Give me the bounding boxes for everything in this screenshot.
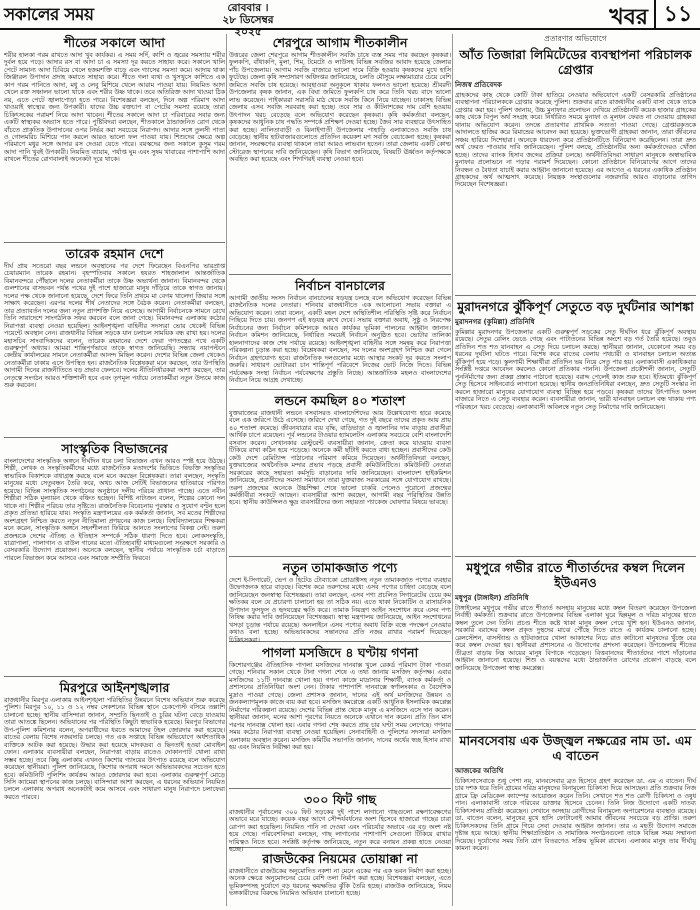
- story-mirpur: [4, 680, 225, 902]
- story-body: চিকিৎসাসেবাকে শুধু পেশা নয়, মানবসেবার ব্রত হিসেবে গ্রহণ করেছেন ডা. এম এ বাতেন। দীর্ঘ চার দশক ধরে তিনি গ্রামের দরিদ্র মানুষদের বিনামূল্যে চিকিৎসা দিয়ে আসছেন। প্রতি শুক্রবার নিজ গ্রামে ফ্রি মেডিকেল ক্যাম্পের আয়োজন করেন তিনি। সেখানে শত শত রোগী চিকিৎসা ও ওষুধ পান। এলাকাবাসী তাকে গরিবের ডাক্তার হিসেবে চেনেন। তিনি নিজ উদ্যোগে একটি দাতব্য চিকিৎসালয় প্রতিষ্ঠা করেছেন। সেখানে অসহায় রোগীদের বিনামূল্যে অপারেশনের ব্যবস্থাও রয়েছে। ডা. বাতেন বলেন, মানুষের মুখে হাসি ফোটানোই আমার জীবনের সবচেয়ে বড় প্রাপ্তি। তরুণ চিকিৎসকদের তিনি গ্রামে গিয়ে সেবা দেওয়ার আহ্বান জানান। তার এ মহতী উদ্যোগ সমাজে দৃষ্টান্ত হয়ে আছে। স্থানীয় শিক্ষাপ্রতিষ্ঠান ও সামাজিক সংগঠনগুলো তাকে বিভিন্ন সময় সম্মাননা দিয়েছে। দুর্যোগের সময় তিনি ত্রাণ বিতরণেও সক্রিয় ভূমিকা রাখেন। এলাকার মানুষ তার দীর্ঘায়ু কামনা করেন।: [455, 778, 696, 853]
- story-body: দীর্ঘ প্রায় সতেরো বছর লন্ডনে অবস্থানের পর দেশে ফিরেছেন বিএনপির ভারপ্রাপ্ত চেয়ারম্যান তারেক রহমান। বৃহস্পতিবার সকালে হযরত শাহজালাল আন্তর্জাতিক বিমানবন্দরে পৌঁছালে দলের নেতাকর্মীরা তাকে উষ্ণ অভ্যর্থনা জানান। বিমানবন্দর থেকে গুলশানের বাসভবন পর্যন্ত পথের দুই পাশে হাজারো মানুষ দাঁড়িয়ে তাকে স্বাগত জানায়। দলের পক্ষ থেকে জানানো হয়েছে, দেশে ফিরে তিনি প্রথমে মা বেগম খালেদা জিয়ার সঙ্গে সাক্ষাৎ করেছেন। এরপর দলের শীর্ষ নেতাদের সঙ্গে বৈঠক করেন। নেতাকর্মীরা বলছেন, তার প্রত্যাবর্তন দলের জন্য নতুন প্রাণশক্তি নিয়ে এসেছে। আগামী নির্বাচনকে সামনে রেখে তিনি সারাদেশে সাংগঠনিক সফর করবেন বলে জানা গেছে। বিমানবন্দর এলাকায় কঠোর নিরাপত্তা ব্যবস্থা নেওয়া হয়েছিল। আইনশৃঙ্খলা বাহিনীর সদস্যরা ভোর থেকেই বিভিন্ন পয়েন্টে অবস্থান নেন। রাজধানীর বিভিন্ন সড়কে যান চলাচল সাময়িক বন্ধ রাখা হয়। দলের মহাসচিব সাংবাদিকদের বলেন, তারেক রহমানের দেশে ফেরা গণতন্ত্রের পথে একটি গুরুত্বপূর্ণ অধ্যায়। আমরা শান্তিপূর্ণভাবে তাকে স্বাগত জানিয়েছি। সন্ধ্যায় নয়াপল্টনে কেন্দ্রীয় কার্যালয়ের সামনে নেতাকর্মীরা আনন্দ মিছিল করেন। দেশের বিভিন্ন জেলা থেকেও নেতাকর্মীরা ঢাকায় এসে উপস্থিত হন। রাজনৈতিক বিশ্লেষকরা মনে করছেন, তার উপস্থিতি আগামী দিনের রাজনীতিতে বড় প্রভাব ফেলবে। দলের নীতিনির্ধারকরা আশা করছেন, তার নেতৃত্বে সংগঠন আরও শক্তিশালী হবে এবং তৃণমূল পর্যায়ে নেতাকর্মীরা নতুন উদ্যমে কাজ শুরু করবেন।: [4, 263, 225, 390]
- issue-date-text: ২৮ ডিসেম্বর ২০২৫: [222, 14, 274, 38]
- column-divider: [452, 34, 453, 906]
- story-body: কুমিল্লার মুরাদনগর উপজেলার একটি গুরুত্বপূর্ণ সড়কের সেতু দীর্ঘদিন ধরে ঝুঁকিপূর্ণ অবস্থায় রয়েছে। সেতুর রেলিং ভেঙে গেছে এবং পাটাতনের বিভিন্ন অংশে বড় গর্ত তৈরি হয়েছে। তবুও প্রতিদিন শত শত যানবাহন এ সেতু দিয়ে চলাচল করছে। স্থানীয়রা জানান, যেকোনো সময় বড় ধরনের দুর্ঘটনা ঘটতে পারে। বিশেষ করে রাতের বেলায় পথচারী ও যানবাহন চলাচল অত্যন্ত ঝুঁকিপূর্ণ হয়ে পড়ে। স্কুলগামী শিক্ষার্থীরা প্রতিদিন ভয় নিয়ে সেতু পার হয়। এলাকাবাসী একাধিকবার সংশ্লিষ্ট দপ্তরে আবেদন করলেও কোনো প্রতিকার পাননি। উপজেলা প্রকৌশলী জানান, সেতুটি পুনর্নির্মাণের জন্য প্রকল্প প্রস্তাব পাঠানো হয়েছে। বরাদ্দ পেলেই কাজ শুরু হবে। ইতিমধ্যে ঝুঁকিপূর্ণ সেতু হিসেবে সাইনবোর্ড লাগানো হয়েছে। স্থানীয় জনপ্রতিনিধিরা বলছেন, দ্রুত সেতুটি সংস্কার না করলে হাজারো মানুষের যোগাযোগ ব্যবস্থা বিচ্ছিন্ন হয়ে পড়বে। কৃষকরা তাদের উৎপাদিত ফসল বাজারে নিতে এ সেতু ব্যবহার করেন। ব্যবসায়ীরা জানান, ভারী যানবাহন চলাচল বন্ধ থাকায় পণ্য পরিবহনে খরচ বেড়েছে। এলাকাবাসী অবিলম্বে নতুন সেতু নির্মাণের দাবি জানিয়েছেন।: [455, 329, 696, 411]
- story-tarique: [4, 246, 225, 438]
- issue-date: [212, 2, 284, 38]
- story-mosque: [229, 645, 451, 789]
- story-body: আগামী জাতীয় সংসদ নির্বাচন বানচালের ষড়যন্ত্র চলছে বলে অভিযোগ করেছেন বিভিন্ন রাজনৈতিক দলের নেতারা। শনিবার রাজধানীতে এক আলোচনা সভায় বক্তারা এ অভিযোগ করেন। তারা বলেন, একটি মহল দেশে অস্থিতিশীল পরিস্থিতি সৃষ্টি করে নির্বাচন পিছিয়ে দিতে চায়। জনগণ এই ষড়যন্ত্র রুখে দেবে। সভায় বক্তারা অবাধ, সুষ্ঠু ও নিরপেক্ষ নির্বাচনের জন্য নির্বাচন কমিশনকে আরও কার্যকর ভূমিকা পালনের আহ্বান জানান। নির্বাচন কমিশন জানিয়েছে, নির্ধারিত সময়েই নির্বাচন অনুষ্ঠিত হবে। ভোটার তালিকা হালনাগাদের কাজ শেষ পর্যায়ে রয়েছে। আইনশৃঙ্খলা বাহিনীর সঙ্গে সমন্বয় করে নিরাপত্তা পরিকল্পনা চূড়ান্ত করা হচ্ছে। বিশ্লেষকরা বলছেন, সব দলের অংশগ্রহণ নিশ্চিত করা গেলে নির্বাচন গ্রহণযোগ্য হবে। রাজনৈতিক দলগুলোর মধ্যে আস্থার সংকট দূর করতে সংলাপ জরুরি। সাধারণ ভোটাররা চান শান্তিপূর্ণ পরিবেশে নিজের ভোট নিজে দিতে। বিভিন্ন পর্যবেক্ষক সংস্থা নির্বাচন পর্যবেক্ষণের প্রস্তুতি নিচ্ছে। আন্তর্জাতিক মহলও বাংলাদেশের নির্বাচন নিয়ে আগ্রহ দেখাচ্ছে।: [229, 295, 451, 384]
- story-body: রাজধানীর পূর্বাচলের ৩০০ ফিট সড়কের দুই পাশে লাগানো গাছগুলো রক্ষণাবেক্ষণের অভাবে মরে যাচ্ছে। কয়েক বছর আগে সৌন্দর্যবর্ধনের অংশ হিসেবে হাজারো গাছের চারা রোপণ করা হয়েছিল। নিয়মিত পানি না দেওয়া এবং পরিচর্যার অভাবে এর বড় অংশ নষ্ট হয়ে গেছে। পরিবেশবিদরা বলছেন, গাছ লাগানোর পাশাপাশি সেগুলো টিকিয়ে রাখার দায়িত্বও নিতে হবে। সংশ্লিষ্ট কর্তৃপক্ষ জানিয়েছে, নতুন করে বনায়ন প্রকল্প হাতে নেওয়া হচ্ছে।: [229, 809, 451, 854]
- story-london: [229, 393, 451, 557]
- story-300-feet: [229, 792, 451, 854]
- story-headline: সাংস্কৃতিক বিভাজনের: [61, 441, 168, 456]
- story-rajuk: [229, 851, 451, 903]
- story-headline: মধুপুরে গভীর রাতে শীতার্তদের কম্বল দিলেন ইউএনও: [466, 560, 685, 590]
- story-body: রাজধানীর মিরপুর এলাকায় আইনশৃঙ্খলা পরিস্থিতির উন্নয়নে বিশেষ অভিযান শুরু করেছে পুলিশ। মিরপুর ১০, ১১ ও ১২ নম্বর সেকশনের বিভিন্ন স্থানে চেকপোস্ট বসিয়ে তল্লাশি চালানো হচ্ছে। স্থানীয় বাসিন্দারা জানান, সম্প্রতি ছিনতাই ও চুরির ঘটনা বেড়ে যাওয়ায় তারা আতঙ্কে ছিলেন। অভিযানের পর পরিস্থিতি কিছুটা স্বাভাবিক হয়েছে। মিরপুর বিভাগের উপ-পুলিশ কমিশনার বলেন, অপরাধীদের ধরতে আমাদের টহল জোরদার করা হয়েছে। রাতের বেলায় বিশেষ নজরদারি চলছে। গত এক সপ্তাহে বিভিন্ন অভিযোগে অর্ধশতাধিক ব্যক্তিকে আটক করা হয়েছে। উদ্ধার করা হয়েছে মাদকদ্রব্য ও ছিনতাই হওয়া মোবাইল ফোন। এলাকার ব্যবসায়ীরা বলছেন, নিরাপত্তা বাড়ায় রাতেও দোকানপাট খোলা রাখা সম্ভব হচ্ছে। তবে কিছু এলাকায় এখনও কিশোর গ্যাংয়ের উৎপাত রয়েছে বলে অভিযোগ করেছেন স্থানীয়রা। পুলিশ জানিয়েছে, কিশোর অপরাধ দমনে অভিভাবকদের সচেতন হতে হবে। কমিউনিটি পুলিশিং কার্যক্রম আরও জোরদার করা হবে। এলাকার গুরুত্বপূর্ণ মোড়ে সিসি ক্যামেরা স্থাপনের কাজ চলছে। বাসিন্দারা আশা করছেন, এ ধরনের অভিযান নিয়মিত চললে এলাকায় অপরাধ অনেকটাই কমে আসবে এবং সাধারণ মানুষ নিরাপদে চলাফেরা করতে পারবে।: [4, 697, 225, 801]
- story-tobacco: [229, 560, 451, 642]
- story-byline: মুরাদনগর (কুমিল্লা) প্রতিনিধি: [455, 318, 535, 326]
- story-body: বাংলাদেশের সাংস্কৃতিক অঙ্গনে দীর্ঘদিন ধরে চলা বিভাজন এখন আরও স্পষ্ট হয়ে উঠছে। শিল্পী, লেখক ও সংস্কৃতিকর্মীদের মধ্যে রাজনৈতিক মতাদর্শের ভিত্তিতে বিভক্তি সংস্কৃতির স্বাভাবিক বিকাশকে বাধাগ্রস্ত করছে বলে মনে করছেন বিশ্লেষকরা। তারা বলছেন, সংস্কৃতি মানুষের মধ্যে সেতুবন্ধন তৈরি করে, অথচ আজ সেটিই বিভাজনের হাতিয়ারে পরিণত হয়েছে। বিভিন্ন সাংস্কৃতিক সংগঠনের অনুষ্ঠানে দলীয় পরিচয় প্রাধান্য পাচ্ছে। এতে নবীন শিল্পীরা সঠিক মূল্যায়ন থেকে বঞ্চিত হচ্ছেন। বিশিষ্ট নাট্যজন বলেন, শিল্পের কোনো দল থাকে না। শিল্পীর পরিচয় তার সৃষ্টিতে। রাজনৈতিক বিবেচনায় পুরস্কার ও সুযোগ বণ্টন হলে প্রকৃত প্রতিভা হারিয়ে যায়। সংস্কৃতি মন্ত্রণালয়ের এক কর্মকর্তা জানান, সব মতের শিল্পীদের অংশগ্রহণ নিশ্চিত করতে নতুন নীতিমালা প্রণয়নের কাজ চলছে। বিশ্ববিদ্যালয়ের শিক্ষকরা মনে করেন, সাংস্কৃতিক অঙ্গনে সহনশীলতা ফিরিয়ে আনতে সংলাপের বিকল্প নেই। তরুণ প্রজন্মকে দেশের ঐতিহ্য ও ইতিহাস সম্পর্কে সঠিক ধারণা দিতে হবে। লোকসংস্কৃতি, যাত্রাপালা, পালাগান ও বাউল গানের মতো ঐতিহ্যবাহী মাধ্যমগুলো সংরক্ষণে সরকারি ও বেসরকারি উদ্যোগ প্রয়োজন। অনেকে বলছেন, স্থানীয় পর্যায়ে সাংস্কৃতিক চর্চা বাড়াতে পারলে বিভাজন কমে আসবে এবং সমাজে সম্প্রীতি ফিরবে।: [4, 458, 225, 562]
- story-cultural: [4, 441, 225, 677]
- column-middle: [229, 34, 451, 906]
- story-body: যুক্তরাজ্যের রাজধানী লন্ডনে বসবাসরত বাংলাদেশিদের আয় উল্লেখযোগ্য হারে কমেছে বলে এক জরিপে উঠে এসেছে। জরিপে দেখা গেছে, গত দুই বছরে তাদের প্রকৃত আয় প্রায় ৪০ শতাংশ কমেছে। জীবনযাত্রার ব্যয় বৃদ্ধি, বাড়িভাড়া ও জ্বালানির দাম বাড়ায় প্রবাসীরা আর্থিক চাপে রয়েছেন। পূর্ব লন্ডনের টাওয়ার হ্যামলেটস এলাকায় সবচেয়ে বেশি বাংলাদেশি বসবাস করেন। সেখানকার রেস্টুরেন্ট ব্যবসায়ীরা জানান, ক্রেতা কমে যাওয়ায় ব্যবসা টিকিয়ে রাখা কঠিন হয়ে পড়েছে। অনেকে কর্মী ছাঁটাই করতে বাধ্য হচ্ছেন। প্রবাসীদের কেউ কেউ দেশে রেমিট্যান্স পাঠানোর পরিমাণ কমিয়ে দিয়েছেন। অর্থনীতিবিদরা বলছেন, যুক্তরাজ্যের অর্থনৈতিক মন্দার প্রভাব পড়ছে প্রবাসী কমিউনিটিতে। কমিউনিটি নেতারা সরকারের কাছে সহায়তা কর্মসূচি বাড়ানোর দাবি জানিয়েছেন। বাংলাদেশ হাইকমিশন জানিয়েছে, প্রবাসীদের সমস্যা সমাধানে তারা যুক্তরাজ্য সরকারের সঙ্গে যোগাযোগ রাখছে। তরুণ প্রজন্মের অনেকে উচ্চশিক্ষা শেষে ভালো চাকরি পেলেও পুরোনো প্রজন্মের কর্মজীবীরা সংকটে আছেন। ব্যবসায়ীরা আশা করছেন, আগামী বছর পরিস্থিতির উন্নতি হবে। স্থানীয় কাউন্সিলও ক্ষুদ্র ব্যবসায়ীদের জন্য সহায়তা প্যাকেজ ঘোষণার বিষয়ে ভাবছে।: [229, 410, 451, 507]
- story-headline: নির্বাচন বানচালের: [295, 278, 385, 293]
- story-body: দেশে ই-সিগারেট, ভেপ ও হিটেড টোব্যাকো প্রোডাক্টসহ নতুন তামাকজাত পণ্যের ব্যবহার উদ্বেগজনক হারে বাড়ছে। বিশেষ করে তরুণদের মধ্যে এসব পণ্যের চাহিদা বেড়েছে বলে জানিয়েছেন জনস্বাস্থ্য বিশেষজ্ঞরা। তারা বলছেন, এসব পণ্য প্রচলিত সিগারেটের চেয়ে কম ক্ষতিকর বলে যে প্রচারণা চালানো হয় তা সঠিক নয়। এতে থাকা নিকোটিন ও রাসায়নিক উপাদান ফুসফুস ও হৃদযন্ত্রের ক্ষতি করে। তামাক নিয়ন্ত্রণ আইন সংশোধন করে এসব পণ্য নিষিদ্ধ করার দাবি জানিয়েছেন বিশেষজ্ঞরা। স্বাস্থ্য মন্ত্রণালয় জানিয়েছে, আইন সংশোধনের খসড়া চূড়ান্ত পর্যায়ে রয়েছে। অনলাইনে এসব পণ্যের অবাধ বিক্রি বন্ধে পদক্ষেপ নেওয়ার কথাও বলা হচ্ছে। অভিভাবকদের সন্তানদের প্রতি নজর রাখার পরামর্শ দিয়েছেন চিকিৎসকরা।: [229, 577, 451, 644]
- story-body: রাজধানীতে রাজউকের অনুমোদিত নকশা না মেনে একের পর এক ভবন নির্মাণ করা হচ্ছে। অনেক ক্ষেত্রে অনুমোদনের চেয়ে বেশি তলা নির্মাণ করা হচ্ছে। বিশেষজ্ঞরা বলছেন, এতে ভূমিকম্পসহ দুর্যোগে বড় ধরনের ক্ষয়ক্ষতির ঝুঁকি তৈরি হচ্ছে। রাজউক জানিয়েছে, নিয়ম ভঙ্গকারীদের বিরুদ্ধে নিয়মিত অভিযান চালানো হচ্ছে।: [229, 868, 451, 898]
- story-headline: রাজউকের নিয়মের তোয়াক্কা না: [262, 851, 418, 866]
- section-title: খবর: [609, 4, 648, 30]
- page-number: ১১: [654, 0, 700, 28]
- story-body: কিশোরগঞ্জের ঐতিহাসিক পাগলা মসজিদের দানবাক্স খুলে রেকর্ড পরিমাণ টাকা পাওয়া গেছে। শনিবার সকাল থেকে টানা গণনা শেষে এ তথ্য জানায় মসজিদ কর্তৃপক্ষ। এবার মসজিদের ১১টি দানবাক্স খোলা হয়। গণনা কাজে মাদ্রাসার শিক্ষার্থী, ব্যাংক কর্মকর্তা ও প্রশাসনের প্রতিনিধিরা অংশ নেন। টাকার পাশাপাশি দানবাক্সে স্বর্ণালংকার ও বৈদেশিক মুদ্রাও পাওয়া গেছে। জেলা প্রশাসক জানান, দানের এই অর্থ মসজিদের উন্নয়ন ও জনকল্যাণমূলক কাজে ব্যয় করা হবে। মসজিদ কমপ্লেক্সে একটি আধুনিক ইসলামিক কমপ্লেক্স নির্মাণের পরিকল্পনা রয়েছে। দেশের বিভিন্ন প্রান্ত থেকে মানুষ এ মসজিদে এসে দান করেন। স্থানীয়রা জানান, মনের আশা পূরণের নিয়তে অনেকে এখানে দান করেন। প্রতি তিন মাস পরপর দানবাক্স খোলা হয়। এবার গণনা শেষ করতে প্রায় চার ঘণ্টা সময় লেগেছে। গণনার সময় কঠোর নিরাপত্তা ব্যবস্থা নেওয়া হয়েছিল। সেনাবাহিনী ও পুলিশের সদস্যরা মসজিদ এলাকায় অবস্থান করেন। মসজিদ কমিটির সভাপতি জানান, দানের অর্থের স্বচ্ছ হিসাব রাখা হয় এবং নিয়মিত নিরীক্ষা করা হয়।: [229, 662, 451, 751]
- story-madhupur-blankets: [455, 560, 696, 730]
- masthead: [0, 0, 700, 38]
- story-tilla-arrest: [455, 34, 696, 296]
- story-headline: মিরপুরে আইনশৃঙ্খলার: [59, 680, 170, 695]
- story-body: গ্রাহকদের কাছ থেকে কোটি টাকা হাতিয়ে নেওয়ার অভিযোগে একটি বেসরকারি প্রতিষ্ঠানের ব্যবস্থাপনা পরিচালককে গ্রেপ্তার করেছে পুলিশ। শুক্রবার রাতে রাজধানীর একটি বাসা থেকে তাকে গ্রেপ্তার করা হয়। পুলিশ জানায়, উচ্চ মুনাফার প্রলোভন দেখিয়ে প্রতিষ্ঠানটি কয়েক হাজার গ্রাহকের কাছ থেকে বিপুল অর্থ সংগ্রহ করে। নির্ধারিত সময়ে মুনাফা ও মূলধন ফেরত না দেওয়ায় গ্রাহকরা থানায় অভিযোগ করেন। তদন্তে প্রতারণার প্রাথমিক সত্যতা পাওয়া গেছে। গ্রেপ্তারকৃতকে আদালতে হাজির করে রিমান্ডের আবেদন করা হয়েছে। ভুক্তভোগী গ্রাহকরা জানান, তারা জীবনের সঞ্চয় হারিয়ে দিশেহারা। অনেকে ধারদেনা করে প্রতিষ্ঠানটিতে বিনিয়োগ করেছিলেন। তারা দ্রুত অর্থ ফেরত পাওয়ার দাবি জানিয়েছেন। পুলিশ বলছে, প্রতিষ্ঠানটির অন্য কর্মকর্তাদেরও খোঁজা হচ্ছে। তাদের ব্যাংক হিসাব জব্দের প্রক্রিয়া চলছে। অর্থনীতিবিদরা সাধারণ মানুষকে অস্বাভাবিক মুনাফার প্রলোভনে না পড়ার পরামর্শ দিয়েছেন। কোনো প্রতিষ্ঠানে বিনিয়োগের আগে তাদের নিবন্ধন ও বৈধতা যাচাই করার আহ্বান জানানো হয়েছে। এর আগেও এ ধরনের একাধিক প্রতিষ্ঠান গ্রাহকদের অর্থ আত্মসাৎ করেছে। নিয়ন্ত্রক সংস্থাগুলোর নজরদারি আরও বাড়ানোর তাগিদ দিয়েছেন বিশেষজ্ঞরা।: [455, 92, 696, 189]
- story-body: টাঙ্গাইলের মধুপুরে গভীর রাতে শীতার্ত অসহায় মানুষের মধ্যে কম্বল বিতরণ করেছেন উপজেলা নির্বাহী কর্মকর্তা। শুক্রবার রাতে উপজেলার বিভিন্ন এলাকা ঘুরে ছিন্নমূল ও দরিদ্র মানুষের হাতে কম্বল তুলে দেন তিনি। প্রচণ্ড শীতে কষ্টে থাকা মানুষ কম্বল পেয়ে খুশি হন। ইউএনও জানান, সরকারি বরাদ্দের কম্বল প্রকৃত দুস্থদের মাঝে পৌঁছে দিতে রাতে এ কার্যক্রম চালানো হচ্ছে। রেলস্টেশন, বাসস্ট্যান্ড ও হাটবাজারে খোলা আকাশের নিচে রাত কাটানো মানুষদের খুঁজে বের করে কম্বল দেওয়া হয়। স্থানীয়রা প্রশাসনের এ উদ্যোগের প্রশংসা করেছেন। উপজেলায় শীতের তীব্রতা বাড়ায় নিম্ন আয়ের মানুষ বিপাকে পড়েছেন। বিত্তবানদের শীতার্তদের পাশে দাঁড়ানোর আহ্বান জানানো হয়েছে। শিশু ও বয়স্কদের মধ্যে ঠান্ডাজনিত রোগের প্রকোপ বাড়ছে বলে জানিয়েছে উপজেলা স্বাস্থ্য কমপ্লেক্স।: [455, 605, 696, 672]
- story-byline: নিজস্ব প্রতিবেদক: [455, 81, 502, 89]
- story-doctor-profile: [455, 733, 696, 905]
- story-headline: পাগলা মসজিদে ৪ ঘণ্টায় গণনা: [261, 645, 419, 660]
- story-headline: শেরপুরে আগাম শীতকালীন: [272, 35, 408, 50]
- story-body: উত্তরের জেলা শেরপুরে আগাম শীতকালীন সবজি চাষে ব্যস্ত সময় পার করছেন কৃষকরা। ফুলকপি, বাঁধাকপি, মুলা, শিম, টমেটো ও লাউসহ বিভিন্ন সবজির আবাদ হয়েছে জেলার পাঁচ উপজেলায়। আগাম সবজি বাজারে ভালো দামে বিক্রি হওয়ায় কৃষকদের মুখে হাসি ফুটেছে। জেলা কৃষি সম্প্রসারণ অধিদপ্তর জানিয়েছে, চলতি মৌসুমে লক্ষ্যমাত্রার চেয়ে বেশি জমিতে সবজি চাষ হয়েছে। আবহাওয়া অনুকূলে থাকায় ফলনও ভালো হয়েছে। শ্রীবরদী উপজেলার কৃষক জানান, এক বিঘা জমিতে ফুলকপি চাষ করে তিনি খরচ বাদে ভালো লাভ করেছেন। পাইকাররা সরাসরি মাঠ থেকে সবজি কিনে নিয়ে যাচ্ছেন। ঢাকাসহ বিভিন্ন জেলায় এসব সবজি সরবরাহ করা হচ্ছে। তবে সার ও কীটনাশকের দাম বেশি হওয়ায় উৎপাদন খরচ বেড়েছে বলে অভিযোগ করেছেন কৃষকরা। কৃষি কর্মকর্তারা বলছেন, কৃষকদের আধুনিক চাষ পদ্ধতি সম্পর্কে প্রশিক্ষণ দেওয়া হচ্ছে। জৈব সার ব্যবহারে উৎসাহিত করা হচ্ছে। নালিতাবাড়ী ও ঝিনাইগাতী উপজেলার পাহাড়ি এলাকাতেও সবজি চাষ বেড়েছে। স্থানীয় হাটবাজারগুলোতে প্রতিদিন কয়েকশ মণ সবজি বেচাকেনা হচ্ছে। কৃষকরা জানান, সংরক্ষণের ব্যবস্থা থাকলে তারা আরও লাভবান হতেন। তারা জেলায় একটি কোল্ড স্টোরেজ স্থাপনের দাবি জানিয়েছেন। কৃষি বিভাগ জানিয়েছে, বিষয়টি ঊর্ধ্বতন কর্তৃপক্ষকে অবহিত করা হয়েছে এবং শিগগিরই ব্যবস্থা নেওয়া হবে।: [229, 52, 451, 164]
- story-headline: আঁত তিজারা লিমিটেডের ব্যবস্থাপনা পরিচালক গ্রেপ্তার: [459, 47, 692, 77]
- story-headline: ৩০০ ফিট গাছ: [303, 792, 376, 807]
- story-kicker: প্রতারণার অভিযোগে: [544, 34, 607, 43]
- story-headline: মানবসেবায় এক উজ্জ্বল নক্ষত্রের নাম ডা. এম এ বাতেন: [459, 733, 692, 763]
- story-headline: লন্ডনে কমছিল ৪০ শতাংশ: [274, 393, 406, 408]
- story-body: শরীর হালকা গরম রাখতে আদা খুব কার্যকর। এ সময় সর্দি, কাশি ও জ্বরের সমস্যায় শরীর দুর্বল হয়ে পড়ে। আদার রস বা আদা চা এ সমস্যা দূর করতে সাহায্য করে। সকালে খালি পেটে সামান্য আদা চিবিয়ে খেলে হজমশক্তি বাড়ে এবং গ্যাসের সমস্যা কমে। আদায় থাকা জিঞ্জারল উপাদান প্রদাহ কমাতে সাহায্য করে। শীতে গলা ব্যথা ও খুসখুসে কাশিতে এক কাপ গরম পানিতে আদা, মধু ও লেবু মিশিয়ে খেলে আরাম পাওয়া যায়। নিয়মিত আদা খেলে রক্ত সঞ্চালন ভালো থাকে এবং শরীর উষ্ণ থাকে। তবে অতিরিক্ত আদা খাওয়া ঠিক নয়, এতে পেটে জ্বালাপোড়া হতে পারে। বিশেষজ্ঞরা বলছেন, দিনে অল্প পরিমাণ আদা খাওয়াই স্বাস্থ্যের জন্য উপকারী। যাদের উচ্চ রক্তচাপ বা পেটের সমস্যা রয়েছে তারা চিকিৎসকের পরামর্শ নিয়ে আদা খাবেন। শীতের সকালে আদা চা পরিবারের সবার জন্য একটি স্বাস্থ্যকর অভ্যাস হতে পারে। পুষ্টিবিদরা বলছেন, শীতকালে ঠান্ডাজনিত রোগ থেকে বাঁচতে প্রাকৃতিক উপাদানের ওপর নির্ভর করা সবচেয়ে নিরাপদ। আদার সঙ্গে তুলসী পাতা ও গোলমরিচ মিশিয়ে পান করলে আরও ভালো ফল পাওয়া যায়। শিশুদের ক্ষেত্রে অল্প পরিমাণে মধুর সঙ্গে আদার রস দেওয়া যেতে পারে। বয়স্কদের জন্য সকালে কুসুম গরম আদা পানি খুবই উপকারী। নিয়মিত ব্যায়াম, পর্যাপ্ত ঘুম এবং সুষম খাবারের পাশাপাশি আদা রাখলে শীতের রোগবালাই অনেকটা দূরে থাকে।: [4, 52, 225, 164]
- story-headline: তারেক রহমান দেশে: [65, 246, 164, 261]
- column-right: [455, 34, 696, 906]
- story-muradnagar-bridge: [455, 299, 696, 557]
- story-headline: শীতের সকালে আদা: [64, 35, 165, 50]
- story-headline: নতুন তামাকজাত পণ্যে: [282, 560, 398, 575]
- issue-day: রোববার ।: [227, 2, 269, 14]
- column-divider: [226, 34, 227, 906]
- story-winter-morning: [4, 35, 225, 243]
- newspaper-logo: সকালের সময়: [4, 5, 94, 25]
- story-byline: মধুপুর (টাঙ্গাইল) প্রতিনিধি: [455, 594, 529, 602]
- column-left: [4, 34, 225, 906]
- story-byline: আজকের অতিথি: [455, 767, 504, 775]
- story-election: [229, 278, 451, 390]
- story-sherpur: [229, 35, 451, 275]
- story-headline: মুরাদনগরে ঝুঁকিপূর্ণ সেতুতে বড় দুর্ঘটনার আশঙ্কা: [457, 299, 694, 314]
